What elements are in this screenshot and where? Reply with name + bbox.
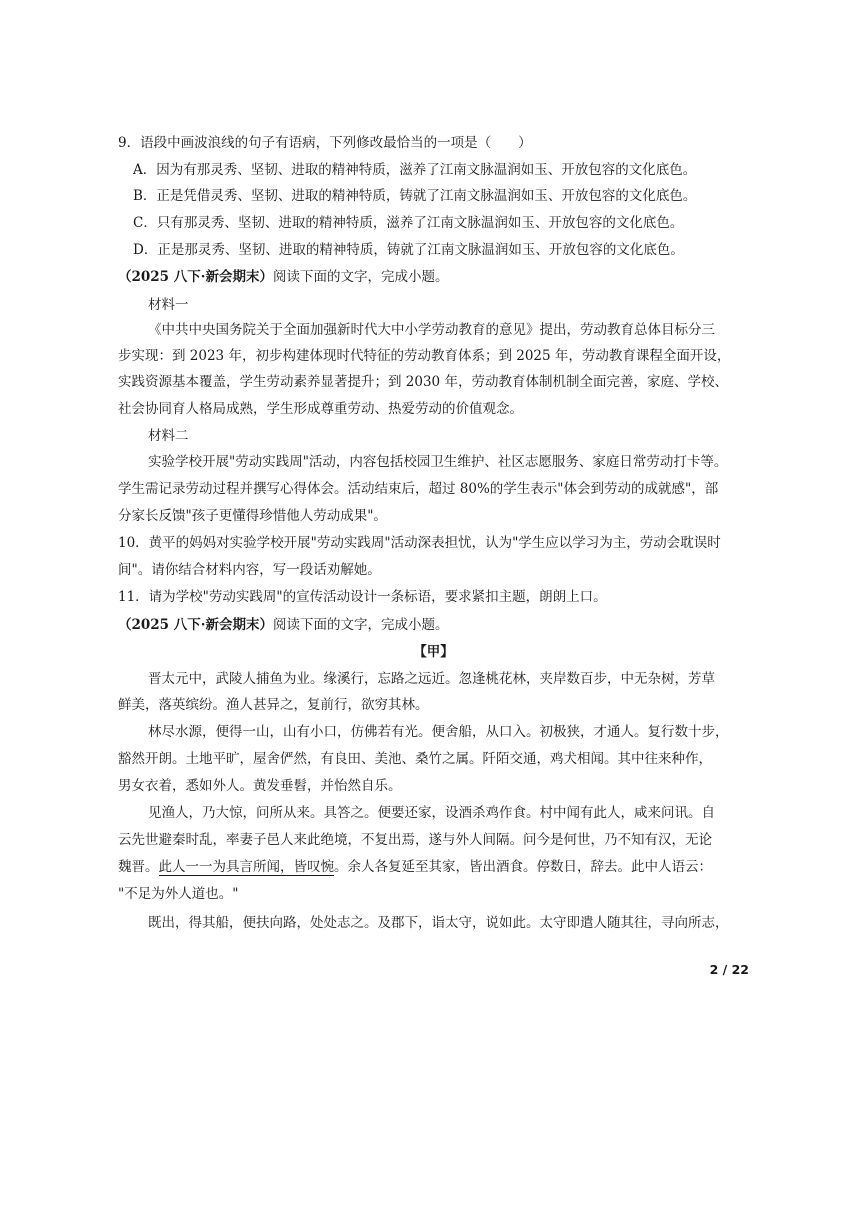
passage-text: 。余人各复延至其家，皆出酒食。停数日，辞去。此中人语云： <box>334 859 712 875</box>
passage-line: 既出，得其船，便扶向路，处处志之。及郡下，诣太守，说如此。太守即遣人随其往，寻向所志， <box>148 915 729 931</box>
section1-source: （2025 八下·新会期末） <box>118 269 273 285</box>
section2-heading <box>118 616 448 634</box>
passage-line: 云先世避秦时乱，率妻子邑人来此绝境，不复出焉，遂与外人间隔。问今是何世，乃不知有汉，无论 <box>118 832 712 848</box>
passage-line: 见渔人，乃大惊，问所从来。具答之。便要还家，设酒杀鸡作食。村中闻有此人，咸来问讯。自 <box>148 805 715 821</box>
passage-line: 男女衣着，悉如外人。黄发垂髫，并怡然自乐。 <box>118 778 402 794</box>
material-2-line: 实验学校开展"劳动实践周"活动，内容包括校园卫生维护、社区志愿服务、家庭日常劳动打卡等。 <box>148 454 728 470</box>
material-2-line: 分家长反馈"孩子更懂得珍惜他人劳动成果"。 <box>118 508 387 524</box>
material-1-line: 《中共中央国务院关于全面加强新时代大中小学劳动教育的意见》提出，劳动教育总体目标分三 <box>148 322 715 338</box>
material-1-line: 实践资源基本覆盖，学生劳动素养显著提升；到 2030 年，劳动教育体制机制全面完善，家庭、学校、 <box>118 374 728 390</box>
q10-line: 间"。请你结合材料内容，写一段话劝解她。 <box>118 562 381 578</box>
section1-heading <box>118 268 448 286</box>
material-1-line: 步实现：到 2023 年，初步构建体现时代特征的劳动教育体系；到 2025 年，劳动教育课程全面开设， <box>118 348 731 364</box>
q11: 11．请为学校"劳动实践周"的宣传活动设计一条标语，要求紧扣主题，朗朗上口。 <box>118 589 607 605</box>
passage-line: 豁然开朗。土地平旷，屋舍俨然，有良田、美池、桑竹之属。阡陌交通，鸡犬相闻。其中往来种作， <box>118 751 712 767</box>
q9-stem: 9．语段中画波浪线的句子有语病，下列修改最恰当的一项是（ ） <box>118 135 532 151</box>
section1-intro: 阅读下面的文字，完成小题。 <box>272 269 449 285</box>
q9-option-a: A．因为有那灵秀、坚韧、进取的精神特质，滋养了江南文脉温润如玉、开放包容的文化底色。 <box>133 162 697 178</box>
q10-line: 10．黄平的妈妈对实验学校开展"劳动实践周"活动深表担忧，认为"学生应以学习为主，劳动会耽误时 <box>118 535 721 551</box>
passage-line-underlined <box>118 858 712 876</box>
section2-intro: 阅读下面的文字，完成小题。 <box>272 617 449 633</box>
passage-line: 晋太元中，武陵人捕鱼为业。缘溪行，忘路之远近。忽逢桃花林，夹岸数百步，中无杂树，芳草 <box>148 671 715 687</box>
passage-line: "不足为外人道也。" <box>118 886 239 902</box>
passage-title: 【甲】 <box>413 644 454 660</box>
underlined-sentence: 此人一一为具言所闻，皆叹惋 <box>158 859 334 875</box>
q9-option-d: D．正是那灵秀、坚韧、进取的精神特质，铸就了江南文脉温润如玉、开放包容的文化底色。 <box>133 242 684 258</box>
page-number: 2 / 22 <box>709 962 749 977</box>
passage-line: 鲜美，落英缤纷。渔人甚异之，复前行，欲穷其林。 <box>118 697 429 713</box>
q9-option-b: B．正是凭借灵秀、坚韧、进取的精神特质，铸就了江南文脉温润如玉、开放包容的文化底色。 <box>133 188 697 204</box>
material-2-title: 材料二 <box>148 428 189 444</box>
q9-option-c: C．只有那灵秀、坚韧、进取的精神特质，滋养了江南文脉温润如玉、开放包容的文化底色。 <box>133 215 684 231</box>
section2-source: （2025 八下·新会期末） <box>118 617 273 633</box>
passage-text: 魏晋。 <box>118 859 159 875</box>
material-2-line: 学生需记录劳动过程并撰写心得体会。活动结束后，超过 80%的学生表示"体会到劳动的成就感"，部 <box>118 481 719 497</box>
material-1-line: 社会协同育人格局成熟，学生形成尊重劳动、热爱劳动的价值观念。 <box>118 401 523 417</box>
material-1-title: 材料一 <box>148 297 189 313</box>
passage-line: 林尽水源，便得一山，山有小口，仿佛若有光。便舍船，从口入。初极狭，才通人。复行数十步， <box>148 724 729 740</box>
